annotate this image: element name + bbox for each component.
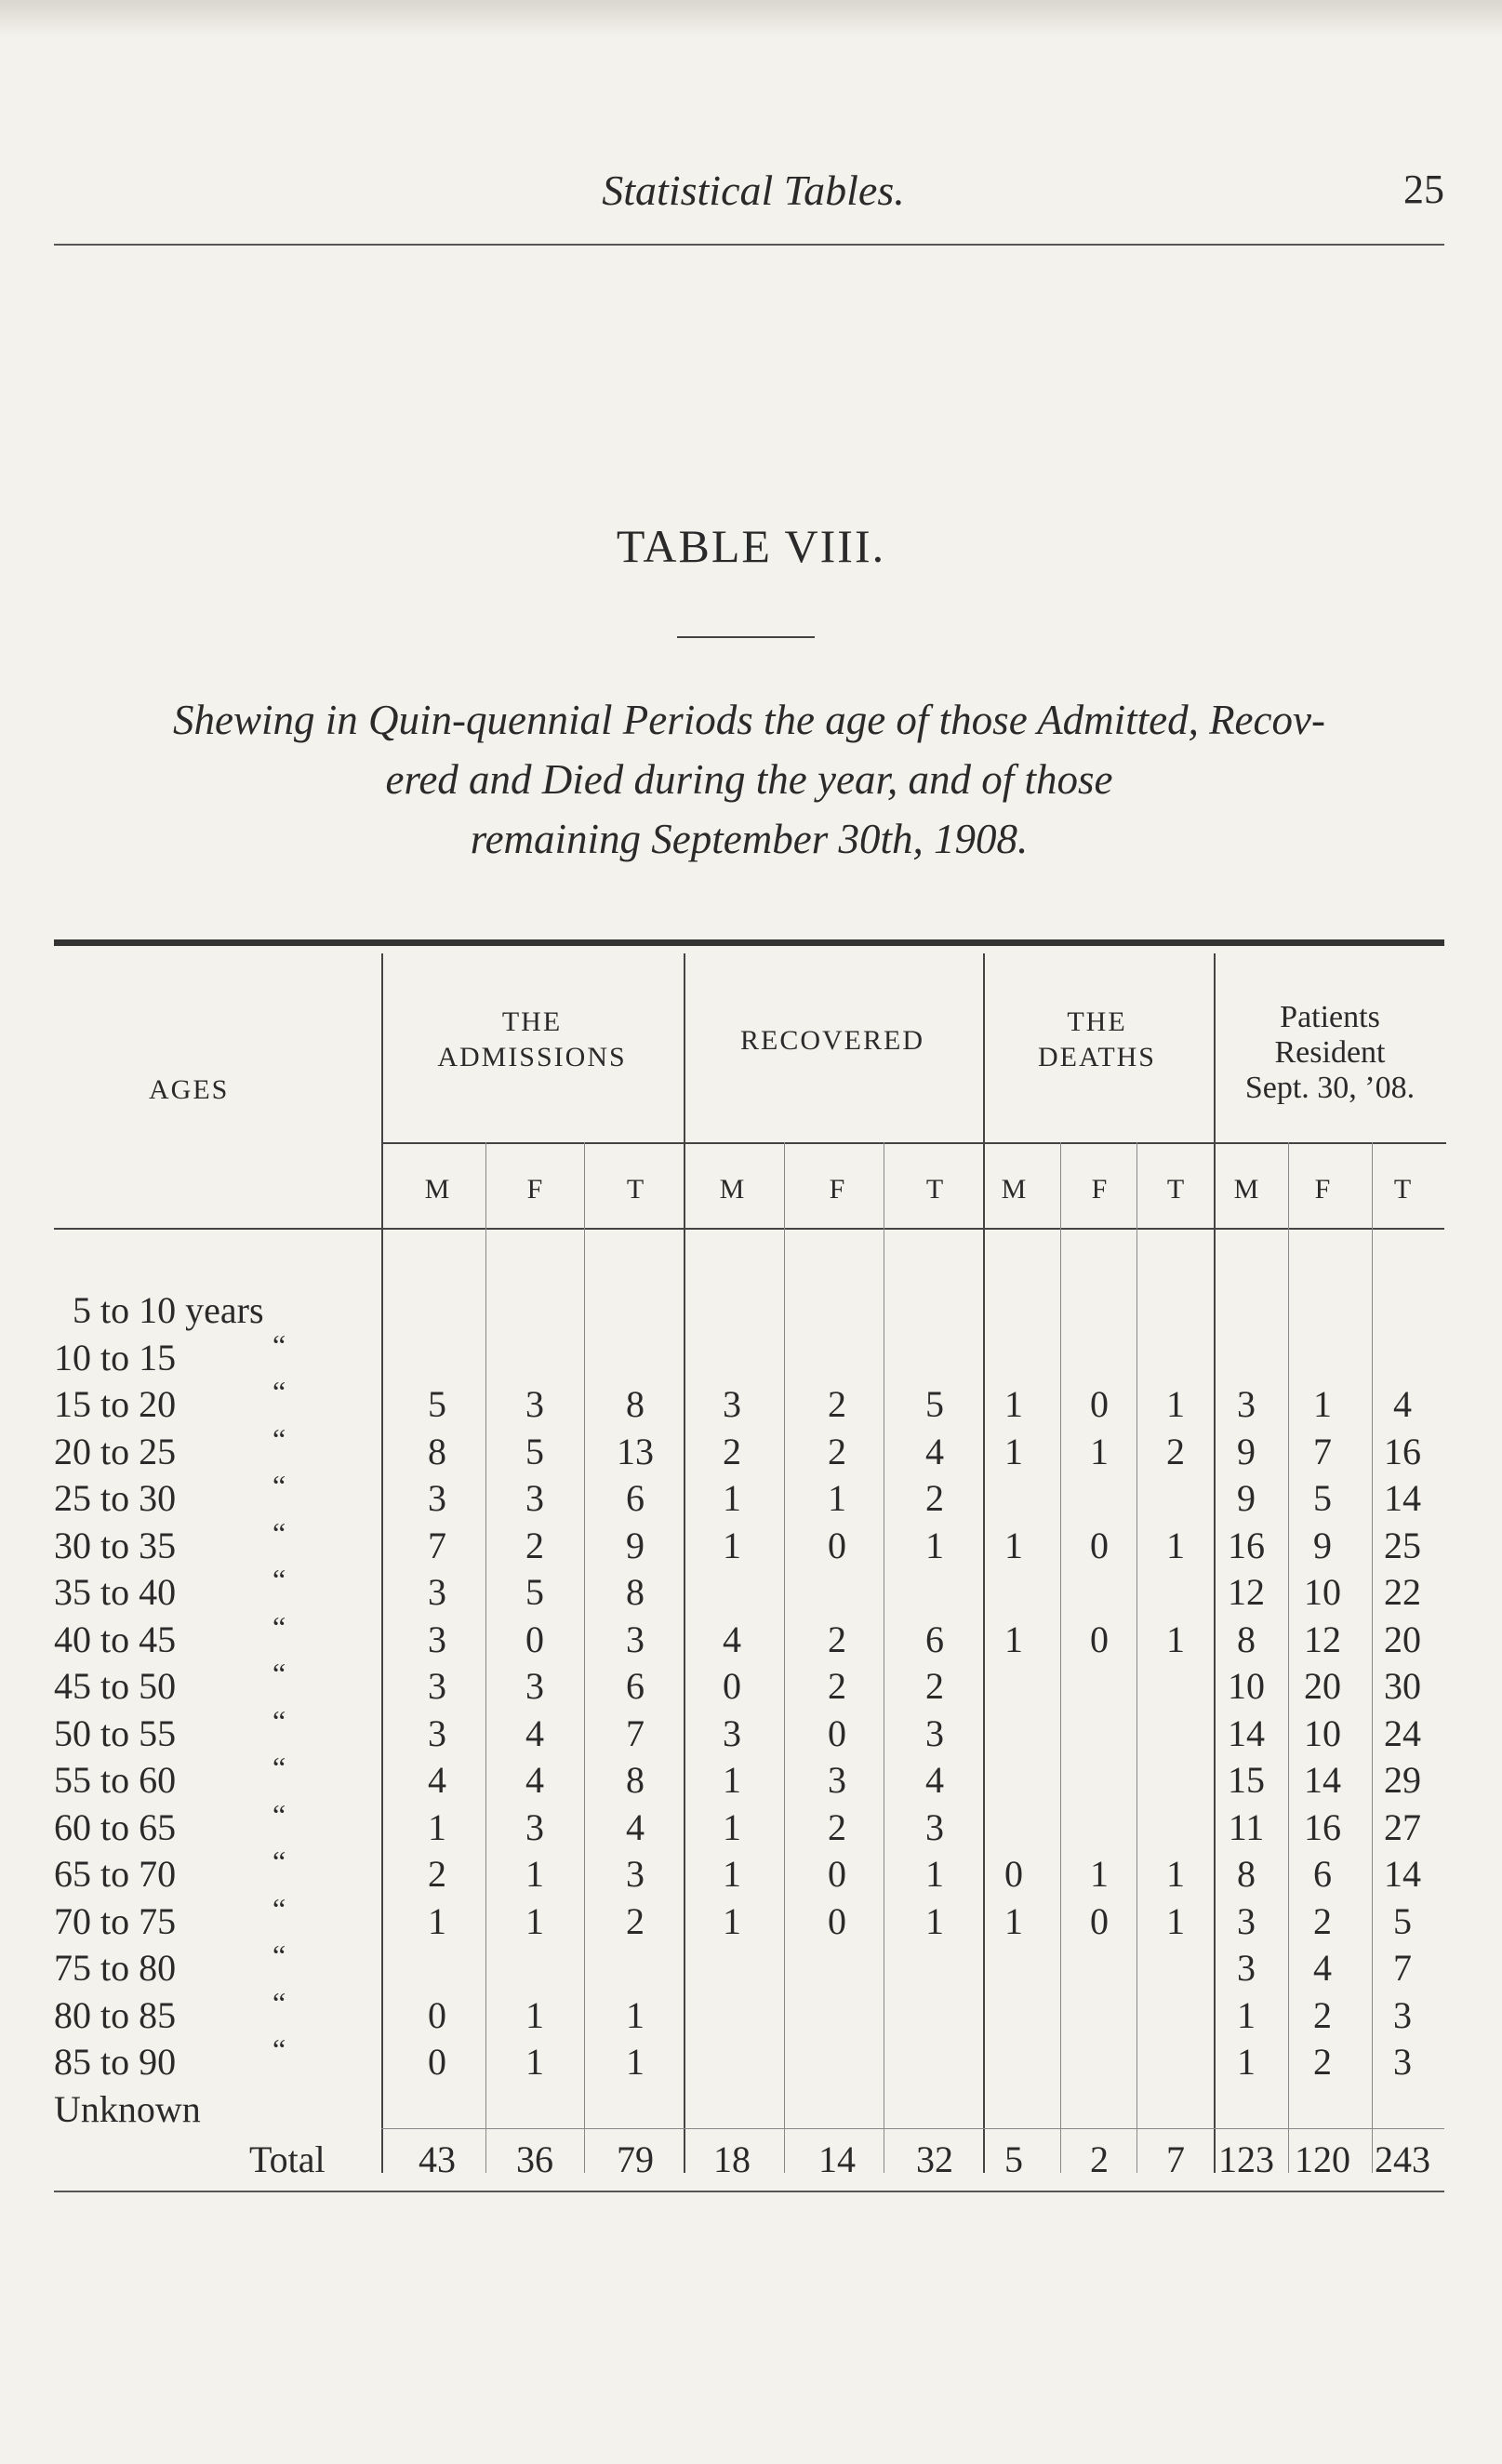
table-cell: 1: [428, 1899, 446, 1942]
ages-header: AGES: [149, 1074, 230, 1105]
table-cell: 7: [1313, 1430, 1332, 1472]
table-cell: 8: [1237, 1853, 1256, 1895]
table-cell: 3: [525, 1805, 544, 1848]
table-cell: 9: [1237, 1430, 1256, 1472]
table-cell: 1: [723, 1524, 741, 1566]
age-label: 15 to 20: [54, 1383, 177, 1425]
table-cell: 1: [1090, 1853, 1109, 1895]
table-cell: 1: [525, 2041, 544, 2083]
age-label: 75 to 80: [54, 1947, 177, 1989]
table-cell: 27: [1384, 1805, 1421, 1848]
table-cell: 6: [626, 1665, 645, 1707]
table-cell: 9: [1237, 1477, 1256, 1519]
table-cell: 10: [1304, 1711, 1341, 1754]
table-cell: 2: [828, 1665, 846, 1707]
table-top-rule: [54, 939, 1444, 946]
title-rule: [677, 636, 815, 638]
total-row: [0, 2138, 1502, 2184]
total-cell: 43: [419, 2138, 456, 2180]
group-header-admissions: [383, 1005, 681, 1075]
table-row: [0, 1845, 1502, 1898]
table-cell: 4: [925, 1759, 944, 1801]
table-row: [0, 1515, 1502, 1570]
table-cell: 4: [525, 1711, 544, 1754]
table-cell: 0: [428, 1993, 446, 2036]
total-label: Total: [249, 2138, 326, 2180]
table-cell: 1: [723, 1899, 741, 1942]
ditto-mark: “: [272, 1657, 286, 1690]
table-cell: 0: [1090, 1383, 1109, 1425]
table-cell: 1: [1004, 1899, 1023, 1942]
table-cell: 20: [1384, 1618, 1421, 1660]
subheader-t: T: [925, 1174, 944, 1205]
group-header-line: Patients: [1280, 1000, 1380, 1034]
table-cell: 1: [1166, 1899, 1185, 1942]
ditto-mark: “: [272, 1375, 286, 1408]
table-cell: 24: [1384, 1711, 1421, 1754]
table-cell: 3: [428, 1711, 446, 1754]
table-cell: 8: [626, 1383, 645, 1425]
table-cell: 5: [428, 1383, 446, 1425]
table-cell: 6: [1313, 1853, 1332, 1895]
table-cell: 9: [626, 1524, 645, 1566]
age-label: 25 to 30: [54, 1477, 177, 1519]
table-row: [0, 1797, 1502, 1852]
table-cell: 8: [1237, 1618, 1256, 1660]
table-cell: 3: [626, 1853, 645, 1895]
table-cell: 6: [626, 1477, 645, 1519]
table-cell: 2: [828, 1383, 846, 1425]
table-cell: 5: [1313, 1477, 1332, 1519]
table-cell: 1: [828, 1477, 846, 1519]
table-cell: 2: [1313, 2041, 1332, 2083]
table-cell: 4: [723, 1618, 741, 1660]
group-header-recovered: [684, 1023, 981, 1059]
subheader-f: F: [1091, 1174, 1108, 1205]
table-cell: 1: [1004, 1618, 1023, 1660]
total-cell: 120: [1295, 2138, 1350, 2180]
subheader-f: F: [829, 1174, 845, 1205]
header-bottom-rule: [54, 1228, 1444, 1230]
ditto-mark: “: [272, 1985, 286, 2019]
table-row: [0, 1891, 1502, 1946]
table-bottom-rule: [54, 2191, 1444, 2192]
table-cell: 4: [525, 1759, 544, 1801]
age-label: 40 to 45: [54, 1618, 177, 1660]
table-cell: 25: [1384, 1524, 1421, 1566]
total-cell: 79: [617, 2138, 654, 2180]
subheader-t: T: [1393, 1174, 1412, 1205]
age-label: 45 to 50: [54, 1665, 177, 1707]
table-cell: 3: [428, 1477, 446, 1519]
group-header-line: Resident: [1274, 1035, 1386, 1070]
table-cell: 1: [1004, 1524, 1023, 1566]
table-cell: 11: [1228, 1805, 1265, 1848]
table-cell: 5: [1393, 1899, 1412, 1942]
table-cell: 8: [428, 1430, 446, 1472]
table-cell: 1: [626, 1993, 645, 2036]
table-cell: 12: [1304, 1618, 1341, 1660]
table-cell: 2: [1313, 1993, 1332, 2036]
age-label: 60 to 65: [54, 1805, 177, 1848]
table-cell: 16: [1384, 1430, 1421, 1472]
table-cell: 1: [1237, 1993, 1256, 2036]
table-cell: 2: [525, 1524, 544, 1566]
ditto-mark: “: [272, 1327, 286, 1362]
table-cell: 3: [1393, 2041, 1412, 2083]
header-rule: [54, 244, 1444, 246]
table-cell: 7: [626, 1711, 645, 1754]
table-row: [0, 1938, 1502, 1992]
table-cell: 7: [1393, 1947, 1412, 1989]
table-cell: 3: [1393, 1993, 1412, 2036]
table-row: [0, 1563, 1502, 1617]
total-cell: 14: [818, 2138, 856, 2180]
table-cell: 0: [1004, 1853, 1023, 1895]
table-row: [0, 1985, 1502, 2040]
table-cell: 2: [925, 1665, 944, 1707]
running-header: [0, 166, 1502, 221]
total-cell: 2: [1090, 2138, 1109, 2180]
table-cell: 1: [626, 2041, 645, 2083]
table-row: [0, 1609, 1502, 1664]
total-cell: 32: [916, 2138, 953, 2180]
table-cell: 0: [428, 2041, 446, 2083]
subheader-t: T: [626, 1174, 645, 1205]
group-header-line: THE: [1067, 1006, 1127, 1037]
table-cell: 1: [723, 1853, 741, 1895]
table-cell: 8: [626, 1759, 645, 1801]
table-cell: 1: [1313, 1383, 1332, 1425]
table-cell: 3: [525, 1477, 544, 1519]
table-cell: 3: [1237, 1899, 1256, 1942]
subheader-m: M: [1001, 1174, 1027, 1205]
age-label: 50 to 55: [54, 1711, 177, 1754]
table-cell: 0: [828, 1711, 846, 1754]
table-cell: 2: [1313, 1899, 1332, 1942]
ditto-mark: “: [272, 1609, 286, 1644]
table-cell: 20: [1304, 1665, 1341, 1707]
table-subtitle: [54, 690, 1444, 869]
table-cell: 1: [525, 1899, 544, 1942]
table-cell: 3: [1237, 1383, 1256, 1425]
table-cell: 4: [925, 1430, 944, 1472]
subheader-f: F: [526, 1174, 543, 1205]
ditto-mark: “: [272, 1845, 286, 1878]
table-title: TABLE VIII.: [616, 520, 886, 572]
table-cell: 2: [828, 1618, 846, 1660]
table-row: [0, 1703, 1502, 1758]
table-cell: 10: [1304, 1571, 1341, 1613]
age-label: 20 to 25: [54, 1430, 177, 1472]
age-label: 70 to 75: [54, 1899, 177, 1942]
table-cell: 14: [1228, 1711, 1265, 1754]
ditto-mark: “: [272, 1797, 286, 1831]
group-header-line: DEATHS: [1037, 1042, 1156, 1072]
table-cell: 1: [1166, 1383, 1185, 1425]
table-cell: 0: [525, 1618, 544, 1660]
table-cell: 10: [1228, 1665, 1265, 1707]
table-cell: 7: [428, 1524, 446, 1566]
age-label: 5 to 10 years: [73, 1289, 264, 1331]
table-cell: 1: [525, 1993, 544, 2036]
table-cell: 13: [617, 1430, 654, 1472]
group-header-line: RECOVERED: [740, 1025, 924, 1056]
table-cell: 1: [925, 1524, 944, 1566]
table-cell: 2: [428, 1853, 446, 1895]
table-cell: 1: [1090, 1430, 1109, 1472]
table-row: [0, 2032, 1502, 2086]
table-cell: 14: [1304, 1759, 1341, 1801]
subheader-f: F: [1314, 1174, 1331, 1205]
age-label: 85 to 90: [54, 2041, 177, 2083]
table-cell: 15: [1228, 1759, 1265, 1801]
ditto-mark: “: [272, 1421, 286, 1456]
table-row: [0, 1375, 1502, 1429]
age-label: 10 to 15: [54, 1336, 177, 1379]
total-cell: 123: [1218, 2138, 1274, 2180]
total-cell: 18: [713, 2138, 751, 2180]
table-cell: 3: [428, 1665, 446, 1707]
table-cell: 0: [1090, 1524, 1109, 1566]
table-row: [0, 1657, 1502, 1711]
subtitle-line: Shewing in Quin-quennial Periods the age of those Admitted, Recov-: [173, 697, 1325, 743]
group-header-patients-resident: [1214, 1000, 1446, 1106]
table-cell: 2: [723, 1430, 741, 1472]
ditto-mark: “: [272, 1938, 286, 1972]
running-title: Statistical Tables.: [602, 166, 905, 214]
table-cell: 29: [1384, 1759, 1421, 1801]
table-row: [0, 1327, 1502, 1382]
page-edge-shadow: [0, 0, 1502, 37]
ditto-mark: “: [272, 1563, 286, 1596]
page-number: 25: [1403, 166, 1444, 212]
group-header-line: Sept. 30, ’08.: [1244, 1071, 1416, 1105]
table-cell: 14: [1384, 1853, 1421, 1895]
table-row: [0, 1469, 1502, 1523]
total-cell: 5: [1004, 2138, 1023, 2180]
table-cell: 5: [525, 1430, 544, 1472]
table-cell: 3: [925, 1711, 944, 1754]
age-label: 55 to 60: [54, 1759, 177, 1801]
table-cell: 4: [428, 1759, 446, 1801]
table-cell: 1: [925, 1899, 944, 1942]
total-cell: 7: [1166, 2138, 1185, 2180]
subheader-m: M: [424, 1174, 450, 1205]
table-cell: 0: [828, 1899, 846, 1942]
age-label: 30 to 35: [54, 1524, 177, 1566]
table-cell: 1: [428, 1805, 446, 1848]
age-label: Unknown: [54, 2087, 201, 2130]
table-cell: 3: [525, 1665, 544, 1707]
ditto-mark: “: [272, 1751, 286, 1784]
table-cell: 3: [525, 1383, 544, 1425]
table-cell: 16: [1304, 1805, 1341, 1848]
subheader-t: T: [1166, 1174, 1185, 1205]
table-cell: 1: [1004, 1383, 1023, 1425]
table-cell: 1: [925, 1853, 944, 1895]
table-row: [0, 1288, 1502, 1335]
age-label: 35 to 40: [54, 1571, 177, 1613]
table-cell: 1: [723, 1477, 741, 1519]
table-cell: 5: [525, 1571, 544, 1613]
table-cell: 8: [626, 1571, 645, 1613]
age-label: 65 to 70: [54, 1853, 177, 1895]
table-row: [0, 1421, 1502, 1476]
ditto-mark: “: [272, 1891, 286, 1925]
table-cell: 0: [1090, 1618, 1109, 1660]
table-cell: 3: [828, 1759, 846, 1801]
table-cell: 3: [925, 1805, 944, 1848]
table-cell: 4: [1313, 1947, 1332, 1989]
total-cell: 243: [1375, 2138, 1430, 2180]
ditto-mark: “: [272, 1515, 286, 1550]
table-cell: 3: [723, 1711, 741, 1754]
subheader-m: M: [1233, 1174, 1259, 1205]
table-cell: 1: [1237, 2041, 1256, 2083]
table-cell: 1: [723, 1759, 741, 1801]
subtitle-line: remaining September 30th, 1908.: [470, 816, 1029, 862]
table-cell: 1: [1166, 1853, 1185, 1895]
table-cell: 22: [1384, 1571, 1421, 1613]
table-cell: 4: [1393, 1383, 1412, 1425]
table-cell: 14: [1384, 1477, 1421, 1519]
table-cell: 3: [428, 1618, 446, 1660]
table-cell: 2: [1166, 1430, 1185, 1472]
table-cell: 16: [1228, 1524, 1265, 1566]
subtitle-line: ered and Died during the year, and of those: [385, 756, 1113, 803]
table-cell: 3: [626, 1618, 645, 1660]
total-cell: 36: [516, 2138, 553, 2180]
table-cell: 2: [828, 1805, 846, 1848]
group-header-deaths: [983, 1005, 1211, 1075]
table-cell: 1: [525, 1853, 544, 1895]
table-cell: 1: [1004, 1430, 1023, 1472]
table-cell: 1: [1166, 1618, 1185, 1660]
table-cell: 0: [828, 1524, 846, 1566]
table-row: [0, 1751, 1502, 1805]
table-cell: 2: [828, 1430, 846, 1472]
table-cell: 6: [925, 1618, 944, 1660]
subheader-top-rule: [383, 1142, 1446, 1144]
table-cell: 1: [1166, 1524, 1185, 1566]
subheader-m: M: [719, 1174, 745, 1205]
table-cell: 0: [723, 1665, 741, 1707]
group-header-line: THE: [501, 1006, 563, 1037]
ditto-mark: “: [272, 2032, 286, 2066]
table-cell: 5: [925, 1383, 944, 1425]
group-header-line: ADMISSIONS: [437, 1042, 627, 1072]
table-cell: 1: [723, 1805, 741, 1848]
table-cell: 3: [1237, 1947, 1256, 1989]
age-label: 80 to 85: [54, 1993, 177, 2036]
table-cell: 3: [723, 1383, 741, 1425]
table-cell: 4: [626, 1805, 645, 1848]
table-cell: 30: [1384, 1665, 1421, 1707]
table-cell: 9: [1313, 1524, 1332, 1566]
table-row: [0, 2087, 1502, 2134]
table-cell: 2: [626, 1899, 645, 1942]
table-cell: 12: [1228, 1571, 1265, 1613]
ditto-mark: “: [272, 1703, 286, 1738]
table-cell: 0: [1090, 1899, 1109, 1942]
table-cell: 0: [828, 1853, 846, 1895]
table-cell: 3: [428, 1571, 446, 1613]
ditto-mark: “: [272, 1469, 286, 1502]
table-cell: 2: [925, 1477, 944, 1519]
